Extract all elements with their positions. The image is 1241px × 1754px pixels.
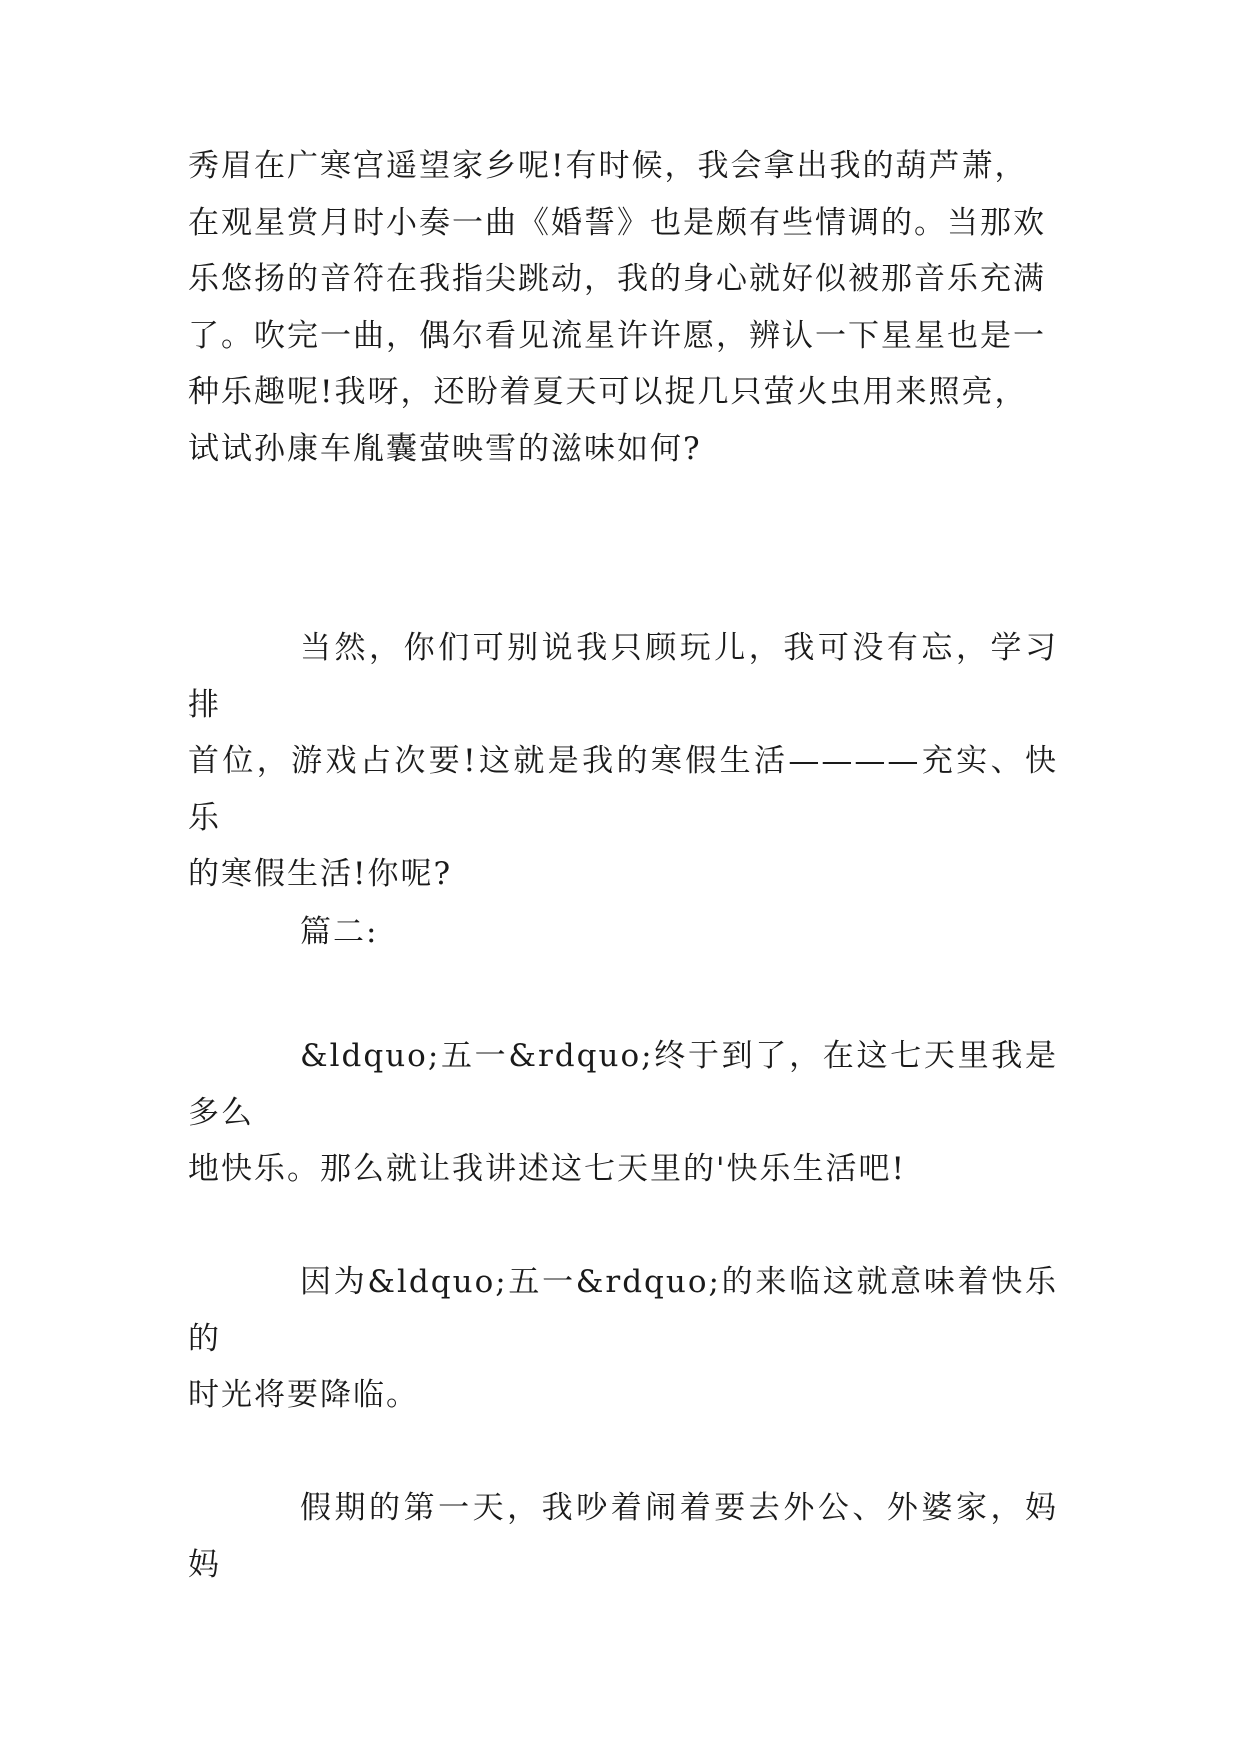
- paragraph-2: [188, 620, 1058, 903]
- text-line: 地快乐。那么就让我讲述这七天里的'快乐生活吧!: [188, 1151, 906, 1187]
- text-line: 假期的第一天，我吵着闹着要去外公、外婆家，妈妈: [188, 1490, 1058, 1583]
- text-line: 试试孙康车胤囊萤映雪的滋味如何?: [188, 430, 702, 467]
- text-line: 首位，游戏占次要!这就是我的寒假生活————充实、快乐: [188, 743, 1058, 836]
- text-line: 因为&ldquo;五一&rdquo;的来临这就意味着快乐的: [188, 1264, 1058, 1357]
- paragraph-3: [188, 1028, 1058, 1198]
- text-line: 了。吹完一曲，偶尔看见流星许许愿，辨认一下星星也是一: [188, 317, 1046, 354]
- paragraph-5: [188, 1480, 1058, 1593]
- text-line: 篇二:: [300, 914, 379, 950]
- text-line: 在观星赏月时小奏一曲《婚誓》也是颇有些情调的。当那欢: [188, 204, 1046, 241]
- text-line: 乐悠扬的音符在我指尖跳动，我的身心就好似被那音乐充满: [188, 261, 1046, 297]
- paragraph-1: [188, 138, 1058, 477]
- text-line: 时光将要降临。: [188, 1377, 419, 1413]
- text-line: 当然，你们可别说我只顾玩儿，我可没有忘，学习排: [188, 630, 1058, 723]
- section-heading: [188, 904, 1058, 961]
- paragraph-4: [188, 1254, 1058, 1424]
- text-line: 的寒假生活!你呢?: [188, 856, 453, 892]
- text-line: &ldquo;五一&rdquo;终于到了，在这七天里我是多么: [188, 1038, 1058, 1131]
- text-line: 种乐趣呢!我呀，还盼着夏天可以捉几只萤火虫用来照亮，: [188, 374, 1028, 410]
- text-line: 秀眉在广寒宫遥望家乡呢!有时候，我会拿出我的葫芦萧，: [188, 148, 1028, 184]
